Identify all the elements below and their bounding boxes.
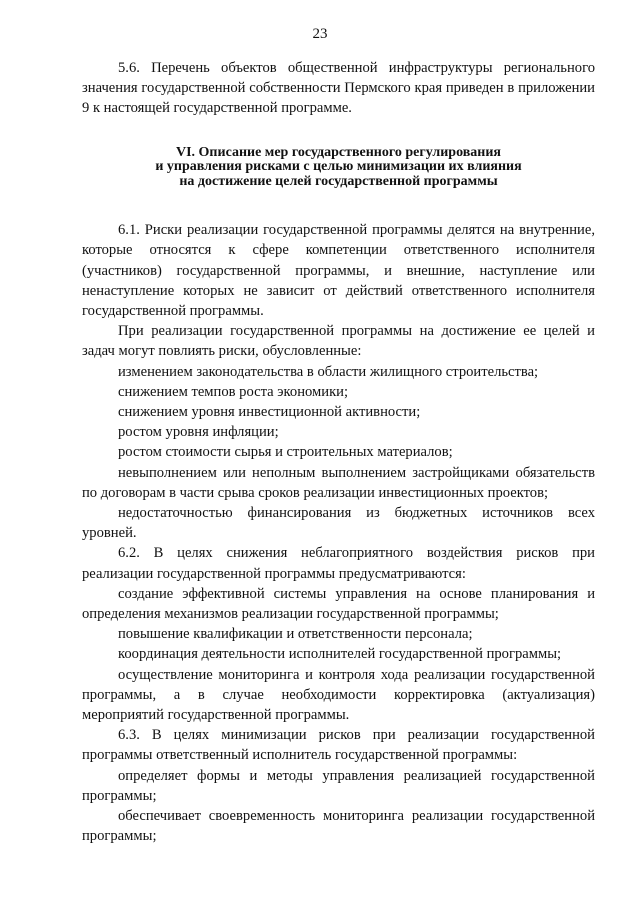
page-number: 23 [312, 26, 328, 42]
measure-item: координация деятельности исполнителей государственной программы; [118, 646, 562, 663]
paragraph-6-1: 6.1. Риски реализации государственной программы делятся на внутренние, которые относятся к сфере компетенции ответственного исполнителя (участников) государственной программы, и внешние, наступление или ненаступление которых не зависит от действий ответственного исполнителя государственной программы. [82, 222, 595, 319]
risk-item: изменением законодательства в области жилищного строительства; [118, 363, 539, 380]
paragraph-5-6: 5.6. Перечень объектов общественной инфраструктуры регионального значения государственной собственности Пермского края приведен в приложении 9 к настоящей государственной программе. [82, 60, 595, 117]
duty-item: обеспечивает своевременность мониторинга реализации государственной программы; [82, 808, 595, 845]
paragraph-6-2: 6.2. В целях снижения неблагоприятного воздействия рисков при реализации государственной программы предусматриваются: [82, 545, 595, 582]
measure-item: осуществление мониторинга и контроля хода реализации государственной программы, а в случае необходимости корректировка (актуализация) мероприятий государственной программы. [82, 666, 595, 723]
document-body [82, 58, 595, 846]
paragraph-6-3: 6.3. В целях минимизации рисков при реализации государственной программы ответственный исполнитель государственной программы: [82, 727, 595, 764]
heading-line-2: и управления рисками с целью минимизации их влияния [155, 159, 522, 175]
measure-item: повышение квалификации и ответственности персонала; [118, 626, 473, 643]
risk-item: невыполнением или неполным выполнением застройщиками обязательств по договорам в части срыва сроков реализации инвестиционных проектов; [82, 464, 595, 501]
risk-item: снижением темпов роста экономики; [118, 383, 349, 400]
measure-item: создание эффективной системы управления на основе планирования и определения механизмов реализации государственной программы; [82, 585, 595, 622]
paragraph-risks-intro: При реализации государственной программы на достижение ее целей и задач могут повлиять риски, обусловленные: [82, 323, 595, 360]
risk-item: недостаточностью финансирования из бюджетных источников всех уровней. [82, 504, 595, 542]
risk-item: ростом стоимости сырья и строительных материалов; [118, 444, 453, 461]
heading-line-1: VI. Описание мер государственного регулирования [175, 144, 501, 160]
duty-item: определяет формы и методы управления реализацией государственной программы; [82, 767, 595, 804]
heading-line-3: на достижение целей государственной программы [179, 173, 498, 189]
risk-item: снижением уровня инвестиционной активности; [118, 403, 421, 420]
section-heading [82, 146, 595, 190]
risk-item: ростом уровня инфляции; [118, 424, 279, 441]
